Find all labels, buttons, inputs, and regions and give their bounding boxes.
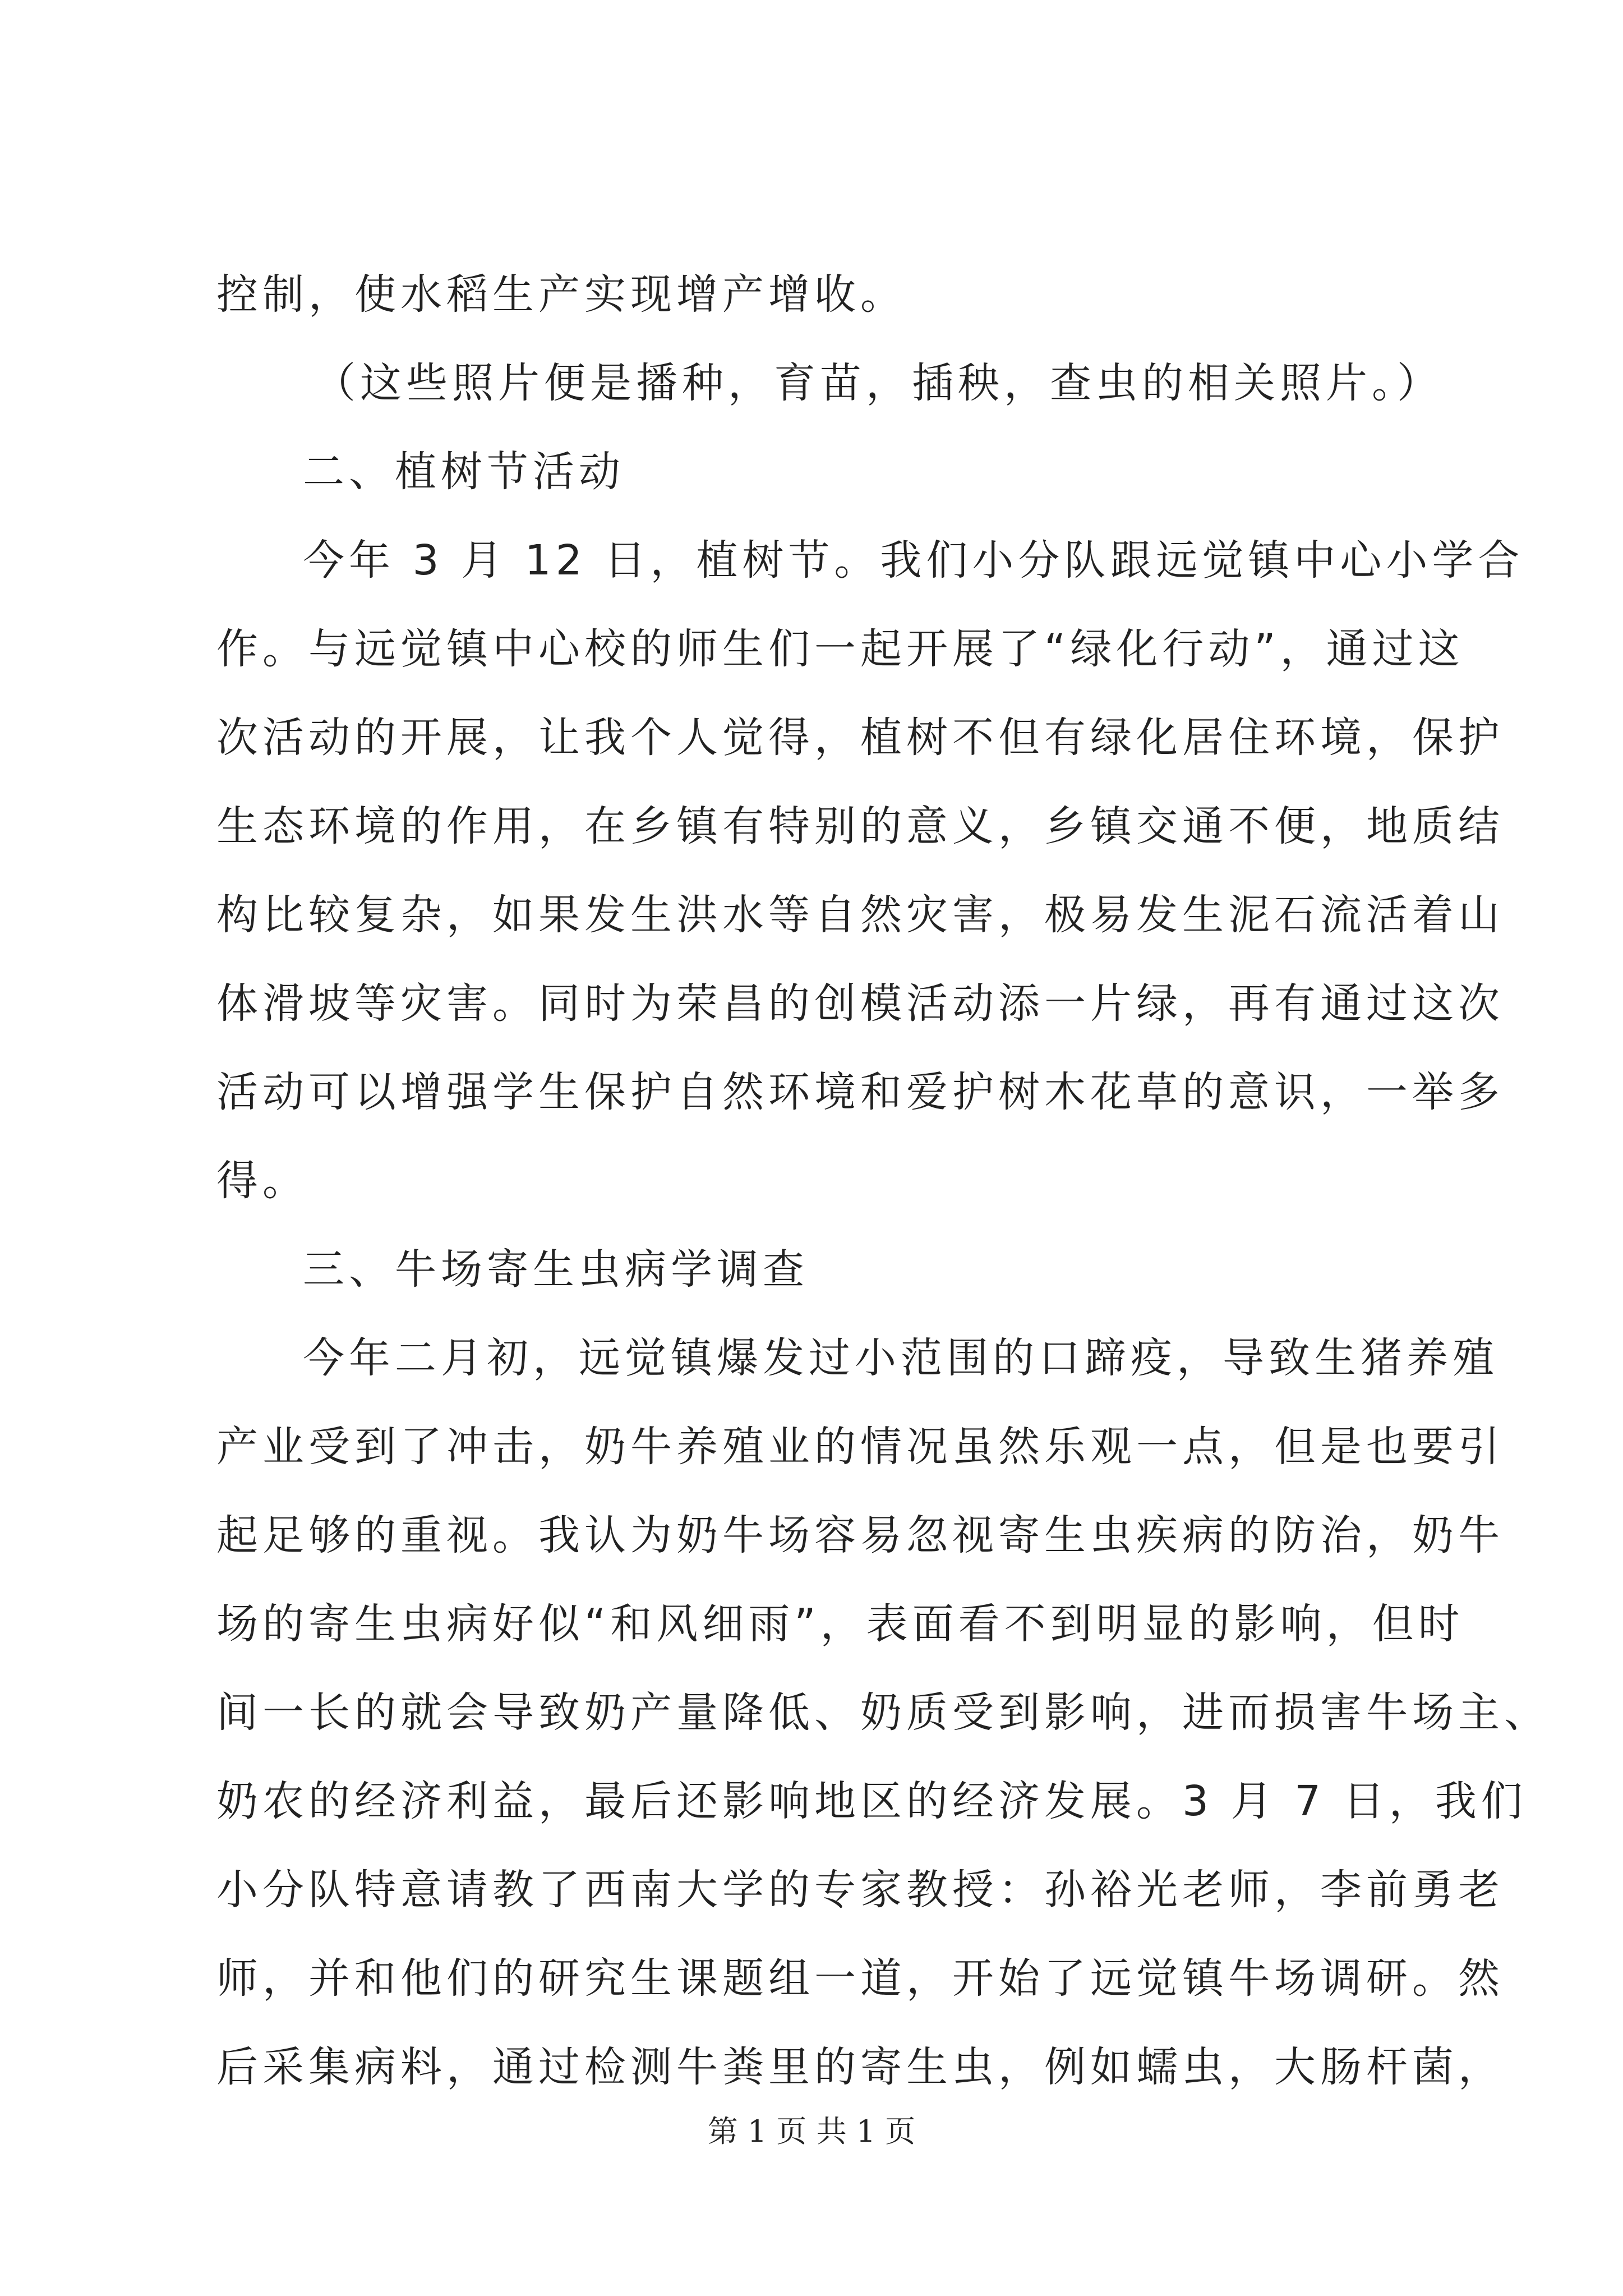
text-line: 生态环境的作用，在乡镇有特别的意义，乡镇交通不便，地质结 bbox=[216, 802, 1504, 850]
text-line: 构比较复杂，如果发生洪水等自然灾害，极易发生泥石流活着山 bbox=[216, 891, 1504, 939]
text-line: 师，并和他们的研究生课题组一道，开始了远觉镇牛场调研。然 bbox=[216, 1954, 1504, 2003]
text-line: 次活动的开展，让我个人觉得，植树不但有绿化居住环境，保护 bbox=[216, 714, 1504, 762]
text-line: 今年 3 月 12 日，植树节。我们小分队跟远觉镇中心小学合 bbox=[303, 536, 1524, 585]
text-line: 场的寄生虫病好似“和风细雨”，表面看不到明显的影响，但时 bbox=[216, 1600, 1464, 1648]
text-line: 奶农的经济利益，最后还影响地区的经济发展。3 月 7 日，我们 bbox=[216, 1777, 1527, 1825]
page-footer: 第 1 页 共 1 页 bbox=[707, 2114, 916, 2149]
text-line: 作。与远觉镇中心校的师生们一起开展了“绿化行动”，通过这 bbox=[216, 625, 1464, 673]
text-line: 活动可以增强学生保护自然环境和爱护树木花草的意识，一举多 bbox=[216, 1068, 1504, 1116]
photo-caption: （这些照片便是播种，育苗，插秧，查虫的相关照片。） bbox=[314, 359, 1443, 407]
text-line: 小分队特意请教了西南大学的专家教授：孙裕光老师，李前勇老 bbox=[216, 1866, 1504, 1914]
section-heading-parasite-survey: 三、牛场寄生虫病学调查 bbox=[303, 1245, 809, 1294]
text-line: 控制，使水稻生产实现增产增收。 bbox=[216, 270, 906, 319]
text-line: 得。 bbox=[216, 1157, 308, 1205]
text-line: 今年二月初，远觉镇爆发过小范围的口蹄疫，导致生猪养殖 bbox=[303, 1334, 1498, 1382]
section-heading-tree-planting: 二、植树节活动 bbox=[303, 448, 625, 496]
text-line: 间一长的就会导致奶产量降低、奶质受到影响，进而损害牛场主、 bbox=[216, 1688, 1550, 1737]
text-line: 后采集病料，通过检测牛粪里的寄生虫，例如蠕虫，大肠杆菌， bbox=[216, 2043, 1504, 2091]
text-line: 产业受到了冲击，奶牛养殖业的情况虽然乐观一点，但是也要引 bbox=[216, 1423, 1504, 1471]
text-line: 体滑坡等灾害。同时为荣昌的创模活动添一片绿，再有通过这次 bbox=[216, 979, 1504, 1028]
text-line: 起足够的重视。我认为奶牛场容易忽视寄生虫疾病的防治，奶牛 bbox=[216, 1511, 1504, 1559]
